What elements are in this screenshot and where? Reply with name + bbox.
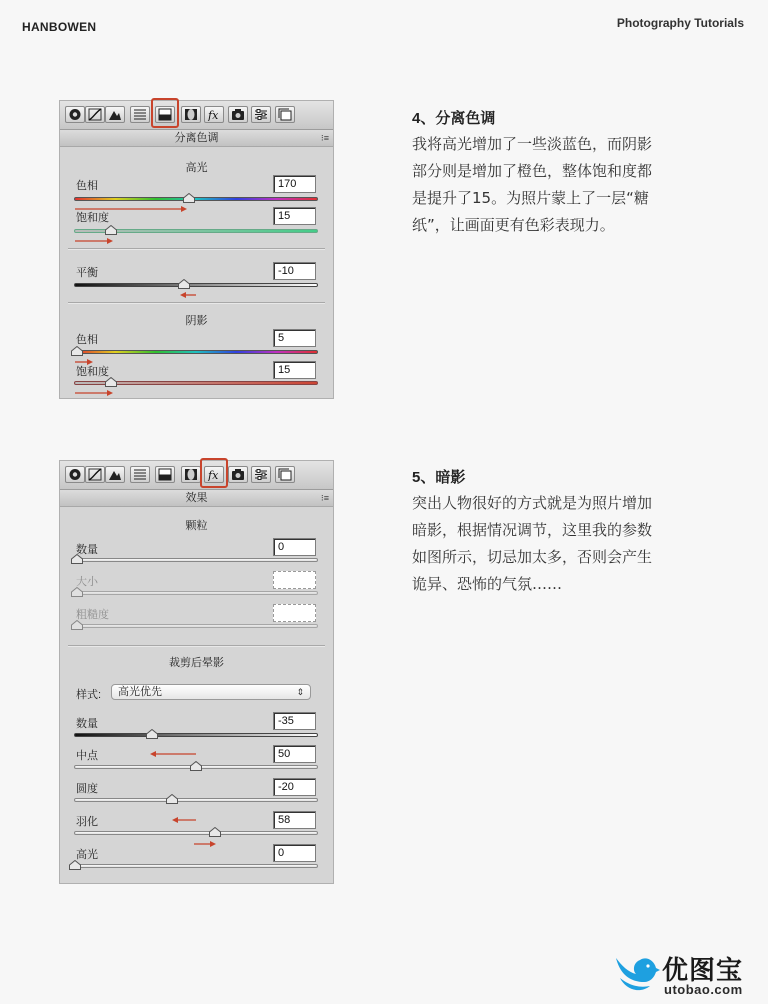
step4-line: 部分则是增加了橙色，整体饱和度都 [412,162,653,180]
presets-icon[interactable] [251,466,271,483]
highlight-saturation-slider[interactable] [74,229,318,233]
logo-name: 优图宝 [662,956,744,986]
grain-roughness-slider[interactable] [74,624,318,628]
highlight-saturation-label: 饱和度 [76,212,109,224]
slider-thumb[interactable] [105,377,117,387]
balance-slider[interactable] [74,283,318,287]
vignette-roundness-slider[interactable] [74,798,318,802]
selected-tool-highlight [151,98,179,128]
step5-paragraph [412,490,712,598]
tone-curve-icon[interactable] [85,106,105,123]
vignette-style-value: 高光优先 [118,686,162,698]
slider-thumb[interactable] [190,761,202,771]
aperture-icon[interactable] [65,466,85,483]
selected-tool-highlight [200,458,228,488]
vignette-roundness-field[interactable]: -20 [273,778,316,796]
effects-panel [59,460,334,884]
grain-size-slider[interactable] [74,591,318,595]
slider-thumb[interactable] [71,554,83,564]
grain-amount-label: 数量 [76,544,98,556]
shadows-heading: 阴影 [185,315,208,327]
vignette-roundness-label: 圆度 [76,783,98,795]
panel-title [60,130,333,147]
split-toning-panel [59,100,334,399]
aperture-icon[interactable] [65,106,85,123]
vignette-amount-field[interactable]: -35 [273,712,316,730]
step4-line: 我将高光增加了一些淡蓝色，而阴影 [412,135,653,153]
panel-menu-icon[interactable]: ⁝≡ [320,133,329,143]
highlights-heading: 高光 [185,162,208,174]
vignette-highlights-slider[interactable] [74,864,318,868]
vignette-style-select[interactable] [111,684,311,700]
detail-icon[interactable] [105,106,125,123]
lens-corrections-icon[interactable] [181,106,201,123]
slider-thumb[interactable] [209,827,221,837]
split-toning-icon[interactable] [155,466,175,483]
step4-line: 纸”，让画面更有色彩表现力。 [412,216,615,234]
camera-calibration-icon[interactable] [228,106,248,123]
shadow-saturation-label: 饱和度 [76,366,109,378]
tone-curve-icon[interactable] [85,466,105,483]
vignette-feather-label: 羽化 [76,816,98,828]
presets-icon[interactable] [251,106,271,123]
vignette-feather-field[interactable]: 58 [273,811,316,829]
vignette-style-label: 样式: [76,689,102,701]
slider-thumb[interactable] [71,346,83,356]
select-arrows-icon: ⇕ [296,687,304,697]
slider-thumb[interactable] [146,729,158,739]
vignette-midpoint-slider[interactable] [74,765,318,769]
divider [68,248,325,250]
grain-roughness-field[interactable] [273,604,316,622]
vignette-heading: 裁剪后晕影 [169,657,224,669]
shadow-hue-field[interactable]: 5 [273,329,316,347]
shadow-saturation-slider[interactable] [74,381,318,385]
lens-corrections-icon[interactable] [181,466,201,483]
vignette-midpoint-field[interactable]: 50 [273,745,316,763]
grain-roughness-label: 粗糙度 [76,609,109,621]
balance-field[interactable]: -10 [273,262,316,280]
vignette-midpoint-label: 中点 [76,750,98,762]
effects-icon[interactable] [204,106,224,123]
step5-line: 诡异、恐怖的气氛…… [412,575,563,593]
step5-line: 如图所示，切忌加太多，否则会产生 [412,548,653,566]
panel-toolbar [60,461,333,490]
vignette-highlights-label: 高光 [76,849,98,861]
panel-title-text: 分离色调 [174,132,219,144]
vignette-highlights-field[interactable]: 0 [273,844,316,862]
grain-size-field[interactable] [273,571,316,589]
panel-menu-icon[interactable]: ⁝≡ [320,493,329,503]
annotation-arrow-right [194,840,216,850]
hsl-icon[interactable] [130,466,150,483]
step4-line: 是提升了15。为照片蒙上了一层“糖 [412,189,649,207]
bird-logo-icon [610,948,662,1000]
detail-icon[interactable] [105,466,125,483]
vignette-amount-label: 数量 [76,718,98,730]
hsl-icon[interactable] [130,106,150,123]
svg-text:fx: fx [208,469,219,481]
logo-url: utobao.com [664,982,743,997]
camera-calibration-icon[interactable] [228,466,248,483]
step5-line: 突出人物很好的方式就是为照片增加 [412,494,653,512]
grain-size-label: 大小 [76,576,98,588]
grain-amount-field[interactable]: 0 [273,538,316,556]
highlight-hue-slider[interactable] [74,197,318,201]
divider [68,645,325,647]
shadow-hue-label: 色相 [76,334,98,346]
vignette-amount-slider[interactable] [74,733,318,737]
highlight-saturation-field[interactable]: 15 [273,207,316,225]
slider-thumb[interactable] [71,620,83,630]
site-logo[interactable] [610,948,760,1000]
slider-thumb[interactable] [105,225,117,235]
panel-toolbar [60,101,333,130]
snapshots-icon[interactable] [275,106,295,123]
annotation-arrow-left [180,291,196,301]
divider [68,302,325,304]
panel-title-text: 效果 [185,492,208,504]
slider-thumb[interactable] [178,279,190,289]
step4-heading: 4、分离色调 [412,110,496,127]
section-title: Photography Tutorials [616,16,744,30]
grain-amount-slider[interactable] [74,558,318,562]
annotation-arrow-left [172,816,196,826]
annotation-arrow-right [75,389,113,399]
panel-title [60,490,333,507]
slider-thumb[interactable] [166,794,178,804]
highlight-hue-field[interactable]: 170 [273,175,316,193]
grain-heading: 颗粒 [185,520,208,532]
brand-name: HANBOWEN [22,20,97,34]
annotation-arrow-left [150,750,196,760]
step5-heading: 5、暗影 [412,469,466,486]
snapshots-icon[interactable] [275,466,295,483]
vignette-feather-slider[interactable] [74,831,318,835]
highlight-hue-label: 色相 [76,180,98,192]
shadow-hue-slider[interactable] [74,350,318,354]
shadow-saturation-field[interactable]: 15 [273,361,316,379]
slider-thumb[interactable] [183,193,195,203]
step4-paragraph [412,131,712,239]
slider-thumb[interactable] [71,587,83,597]
balance-label: 平衡 [76,267,98,279]
annotation-arrow-right [75,237,113,247]
slider-thumb[interactable] [69,860,81,870]
step5-line: 暗影，根据情况调节，这里我的参数 [412,521,653,539]
svg-text:fx: fx [208,109,219,121]
